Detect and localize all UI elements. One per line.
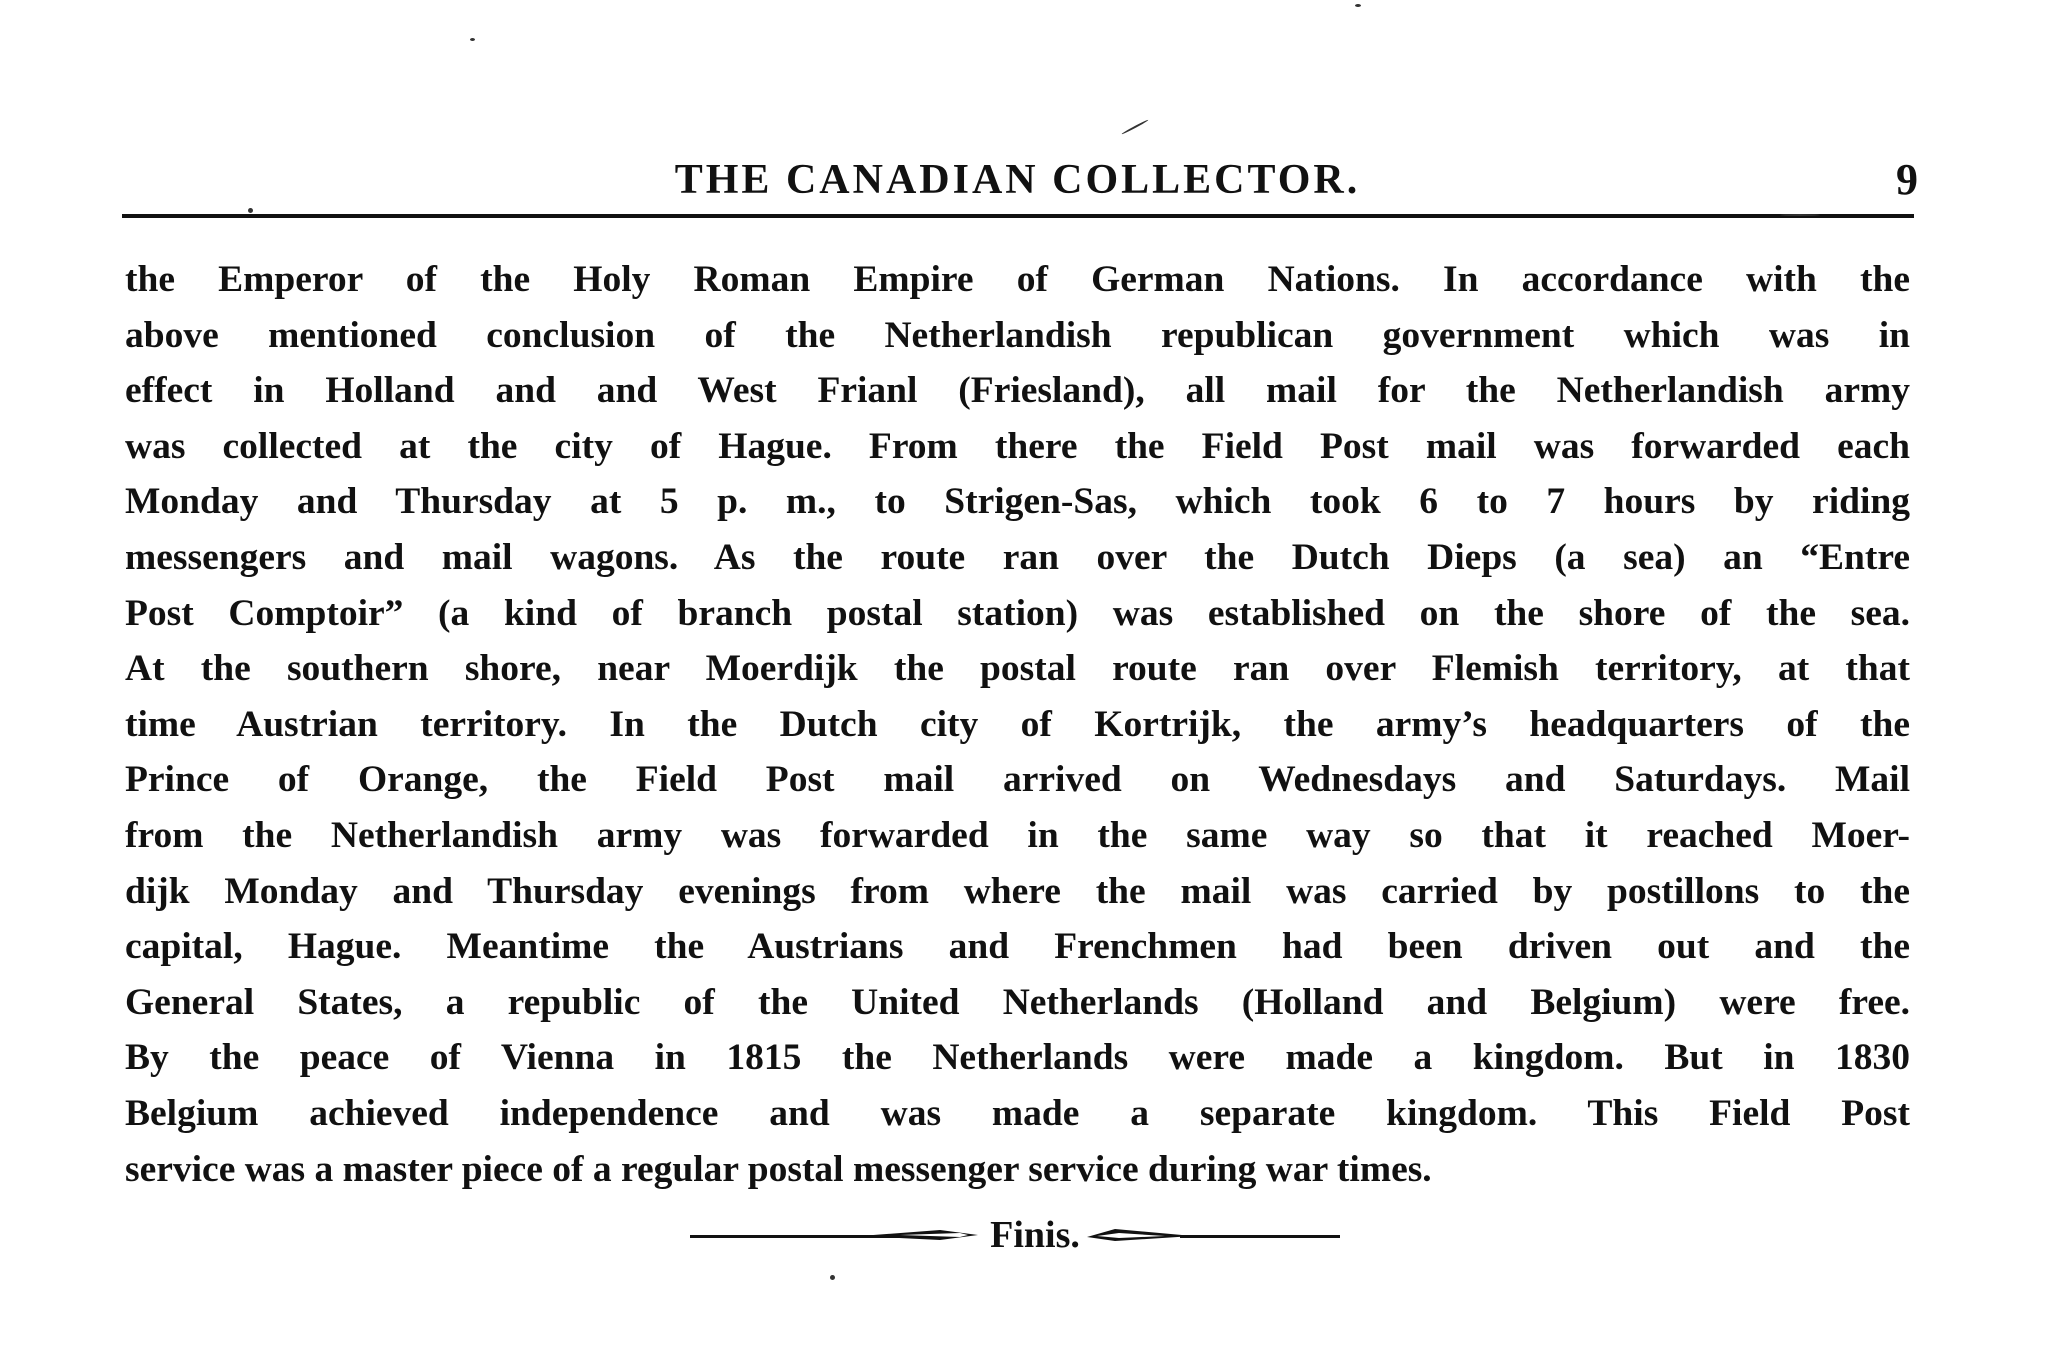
text-line: General States, a republic of the United Netherlands (Holland and Belgium) were free. <box>125 981 1910 1023</box>
header-rule <box>122 214 1914 218</box>
flourish-right-icon <box>1085 1224 1195 1246</box>
text-line: Monday and Thursday at 5 p. m., to Strigen-Sas, which took 6 to 7 hours by riding <box>125 481 1910 523</box>
flourish-left-icon <box>860 1224 980 1246</box>
text-line: dijk Monday and Thursday evenings from where the mail was carried by postillons to the <box>125 870 1910 912</box>
text-line: from the Netherlandish army was forwarded in the same way so that it reached Moer- <box>125 814 1910 856</box>
text-line: Belgium achieved independence and was made a separate kingdom. This Field Post <box>125 1092 1910 1134</box>
page-number: 9 <box>1896 155 1918 204</box>
text-line: capital, Hague. Meantime the Austrians and Frenchmen had been driven out and the <box>125 926 1910 968</box>
finis-ornament <box>690 1210 1340 1260</box>
print-speck <box>470 38 475 41</box>
text-line: above mentioned conclusion of the Netherlandish republican government which was in <box>125 314 1910 356</box>
text-line: messengers and mail wagons. As the route ran over the Dutch Dieps (a sea) an “Entre <box>125 536 1910 578</box>
print-speck <box>830 1275 835 1280</box>
text-line: Prince of Orange, the Field Post mail arrived on Wednesdays and Saturdays. Mail <box>125 759 1910 801</box>
print-speck <box>1121 119 1148 135</box>
print-speck <box>248 208 253 213</box>
text-line: time Austrian territory. In the Dutch city of Kortrijk, the army’s headquarters of the <box>125 703 1910 745</box>
finis-text: Finis. <box>990 1214 1080 1256</box>
text-line: Post Comptoir” (a kind of branch postal station) was established on the shore of the sea. <box>125 592 1910 634</box>
text-line: the Emperor of the Holy Roman Empire of German Nations. In accordance with the <box>125 259 1910 300</box>
print-speck <box>1780 214 1820 216</box>
page-header <box>125 150 1918 210</box>
running-title: THE CANADIAN COLLECTOR. <box>674 157 1361 203</box>
text-line: service was a master piece of a regular postal messenger service during war times. <box>125 1148 1432 1190</box>
text-line: was collected at the city of Hague. From there the Field Post mail was forwarded each <box>125 425 1910 467</box>
text-line: effect in Holland and and West Frianl (Friesland), all mail for the Netherlandish army <box>125 370 1910 412</box>
text-line: By the peace of Vienna in 1815 the Netherlands were made a kingdom. But in 1830 <box>125 1037 1910 1079</box>
print-speck <box>1355 4 1361 7</box>
article-body <box>125 252 1910 1197</box>
finis-rule-right <box>1180 1235 1340 1238</box>
text-line: At the southern shore, near Moerdijk the postal route ran over Flemish territory, at that <box>125 648 1910 690</box>
